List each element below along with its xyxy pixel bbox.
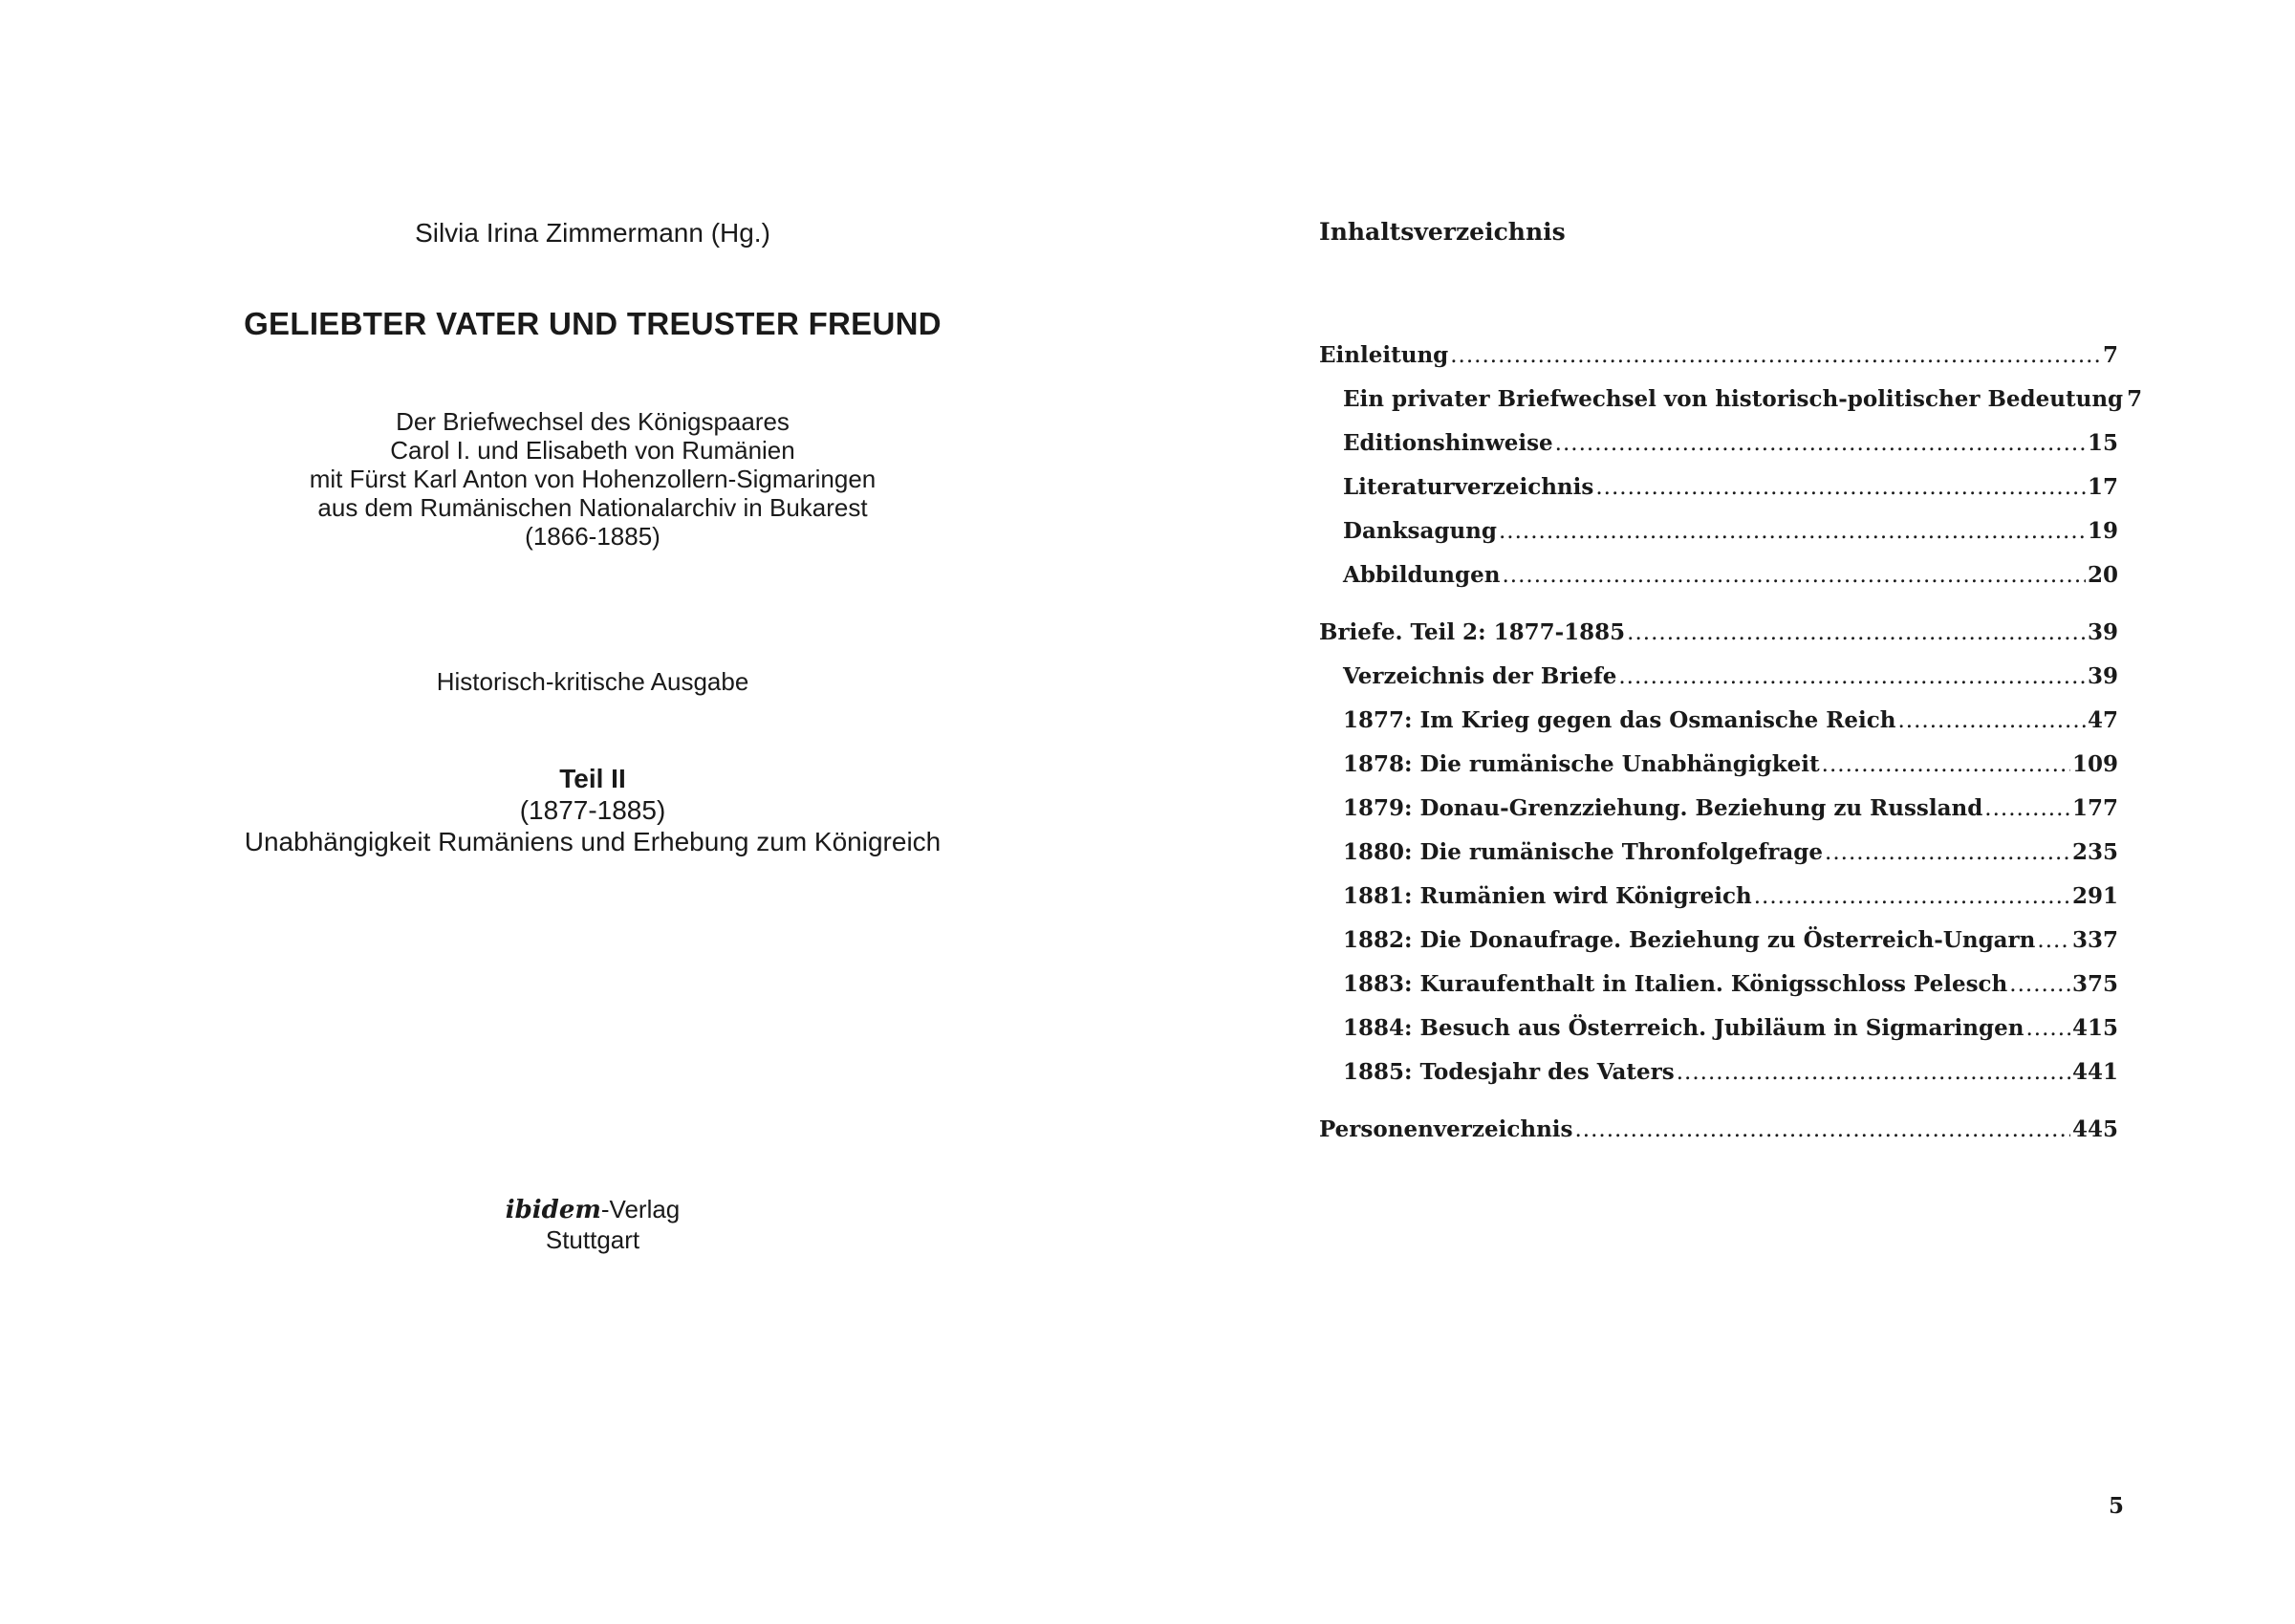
publisher-name xyxy=(0,1195,1185,1225)
dot-leader xyxy=(1822,749,2070,780)
dot-leader xyxy=(1898,705,2086,736)
toc-entry-title: Abbildungen xyxy=(1343,562,1501,588)
toc-entry-page: 337 xyxy=(2071,927,2118,953)
toc-entry xyxy=(1319,428,2118,472)
toc-page xyxy=(1185,0,2295,1624)
toc-entry xyxy=(1319,705,2118,749)
dot-leader xyxy=(2025,1013,2070,1044)
publisher-city: Stuttgart xyxy=(545,1225,640,1254)
toc-entry-title: Personenverzeichnis xyxy=(1319,1116,1573,1142)
toc-entry xyxy=(1319,749,2118,793)
publisher-name-suffix: -Verlag xyxy=(600,1195,681,1223)
dot-leader xyxy=(1754,881,2070,912)
toc-entry xyxy=(1319,384,2143,428)
toc-entry-page: 15 xyxy=(2087,430,2118,456)
toc-entry-title: Einleitung xyxy=(1319,342,1449,368)
book-subtitle xyxy=(0,407,1185,551)
toc-entry-title: 1880: Die rumänische Thronfolgefrage xyxy=(1343,839,1824,865)
toc-entry-page: 235 xyxy=(2071,839,2118,865)
toc-entry-personen xyxy=(1319,1115,2118,1158)
toc-entry-page: 109 xyxy=(2071,751,2118,777)
toc-entry-page: 291 xyxy=(2071,883,2118,909)
toc-entry-page: 19 xyxy=(2087,518,2118,544)
toc-entry-title: Ein privater Briefwechsel von historisch-politischer Bedeutung xyxy=(1343,386,2124,412)
section-gap xyxy=(1319,604,2118,617)
toc-entry-title: Danksagung xyxy=(1343,518,1497,544)
toc-entry-page: 7 xyxy=(2102,342,2118,368)
subtitle-line: Carol I. und Elisabeth von Rumänien xyxy=(390,436,795,465)
dot-leader xyxy=(1595,472,2086,503)
dot-leader xyxy=(1627,617,2086,648)
toc-entry-title: Verzeichnis der Briefe xyxy=(1343,663,1617,689)
toc-entry xyxy=(1319,969,2118,1013)
toc-entry-title: 1882: Die Donaufrage. Beziehung zu Österreich-Ungarn xyxy=(1343,927,2036,953)
toc-entry-page: 17 xyxy=(2087,474,2118,500)
dot-leader xyxy=(2037,925,2070,956)
toc-entry xyxy=(1319,560,2118,604)
toc-entry-page: 7 xyxy=(2127,386,2143,412)
part-label: Teil II xyxy=(559,764,626,793)
toc-entry-title: Editionshinweise xyxy=(1343,430,1553,456)
toc-entry-title: Literaturverzeichnis xyxy=(1343,474,1594,500)
edition-label: Historisch-kritische Ausgabe xyxy=(436,667,749,696)
part-block xyxy=(0,763,1185,857)
toc-entry-page: 177 xyxy=(2071,795,2118,821)
dot-leader xyxy=(1618,661,2086,692)
toc-entry-title: 1881: Rumänien wird Königreich xyxy=(1343,883,1752,909)
dot-leader xyxy=(1502,560,2086,591)
toc-entry-title: 1878: Die rumänische Unabhängigkeit xyxy=(1343,751,1820,777)
toc-entry xyxy=(1319,1057,2118,1101)
toc-entry-page: 20 xyxy=(2087,562,2118,588)
toc-entry xyxy=(1319,793,2118,837)
toc-entry-page: 47 xyxy=(2087,707,2118,733)
toc-entry-page: 415 xyxy=(2071,1015,2118,1041)
toc-entry xyxy=(1319,881,2118,925)
dot-leader xyxy=(1450,340,2101,371)
toc-entry-title: Briefe. Teil 2: 1877-1885 xyxy=(1319,619,1626,645)
toc-entry-page: 441 xyxy=(2071,1059,2118,1085)
toc-entry-page: 375 xyxy=(2071,971,2118,997)
toc-entry-page: 39 xyxy=(2087,663,2118,689)
toc-entry-einleitung xyxy=(1319,340,2118,384)
toc-entry-title: 1879: Donau-Grenzziehung. Beziehung zu Russland xyxy=(1343,795,1983,821)
toc-heading: Inhaltsverzeichnis xyxy=(1319,218,1566,246)
toc-entry-title: 1877: Im Krieg gegen das Osmanische Reich xyxy=(1343,707,1896,733)
subtitle-line: mit Fürst Karl Anton von Hohenzollern-Sigmaringen xyxy=(309,465,877,493)
toc-entry xyxy=(1319,472,2118,516)
page-number: 5 xyxy=(2109,1493,2125,1519)
table-of-contents xyxy=(1319,340,2143,1158)
section-gap xyxy=(1319,1101,2118,1115)
toc-entry xyxy=(1319,925,2118,969)
publisher-name-italic: ibidem xyxy=(505,1196,601,1224)
toc-entry-title: 1885: Todesjahr des Vaters xyxy=(1343,1059,1675,1085)
toc-entry xyxy=(1319,1013,2118,1057)
subtitle-line: Der Briefwechsel des Königspaares xyxy=(396,407,790,436)
dot-leader xyxy=(1984,793,2070,824)
dot-leader xyxy=(1825,837,2070,868)
part-years: (1877-1885) xyxy=(519,795,666,825)
dot-leader xyxy=(1677,1057,2070,1088)
dot-leader xyxy=(1499,516,2086,547)
subtitle-line: aus dem Rumänischen Nationalarchiv in Bukarest xyxy=(317,493,868,522)
editor-name: Silvia Irina Zimmermann (Hg.) xyxy=(415,218,770,248)
toc-entry xyxy=(1319,661,2118,705)
toc-entry-page: 445 xyxy=(2071,1116,2118,1142)
subtitle-line: (1866-1885) xyxy=(525,522,660,551)
toc-entry-title: 1884: Besuch aus Österreich. Jubiläum in Sigmaringen xyxy=(1343,1015,2024,1041)
dot-leader xyxy=(1574,1115,2070,1145)
book-title: GELIEBTER VATER UND TREUSTER FREUND xyxy=(244,306,942,341)
publisher-block xyxy=(0,1195,1185,1255)
toc-entry-title: 1883: Kuraufenthalt in Italien. Königsschloss Pelesch xyxy=(1343,971,2008,997)
toc-entry xyxy=(1319,516,2118,560)
toc-entry-briefe xyxy=(1319,617,2118,661)
part-description: Unabhängigkeit Rumäniens und Erhebung zum Königreich xyxy=(244,827,942,856)
dot-leader xyxy=(2009,969,2070,1000)
dot-leader xyxy=(1555,428,2086,459)
toc-entry-page: 39 xyxy=(2087,619,2118,645)
toc-entry xyxy=(1319,837,2118,881)
